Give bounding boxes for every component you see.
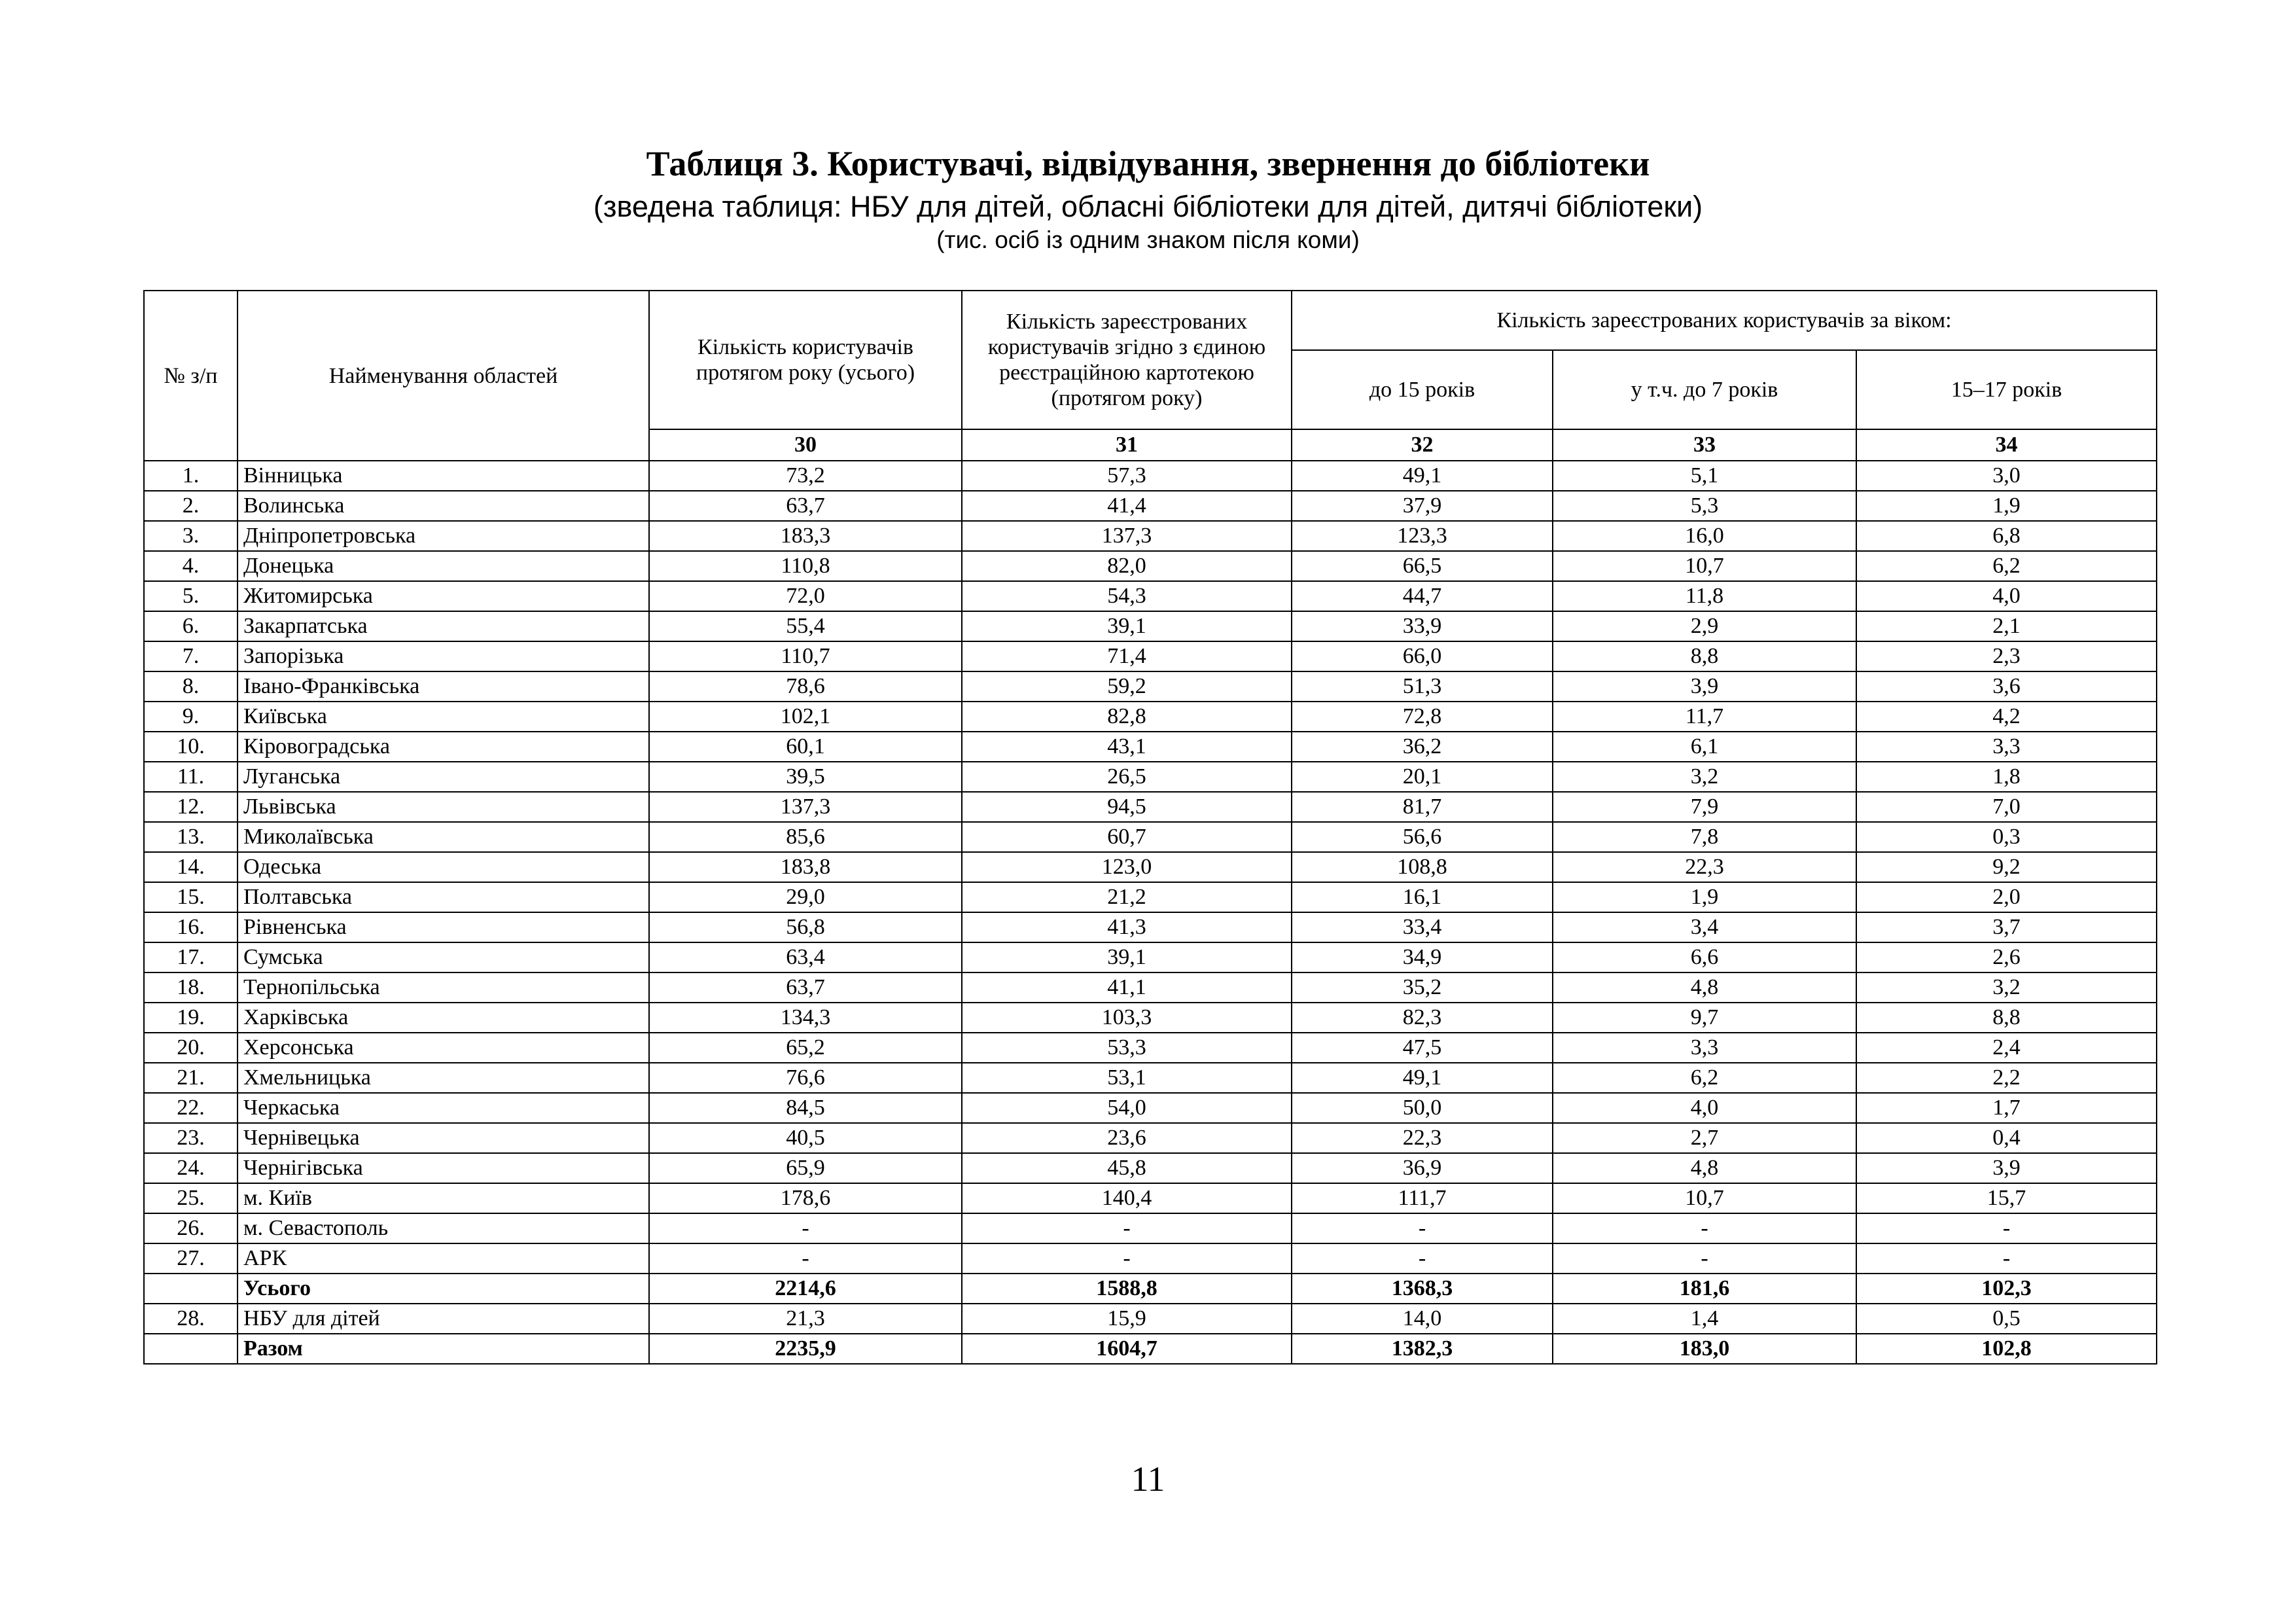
units-note: (тис. осіб із одним знаком після коми) bbox=[936, 226, 1360, 253]
region-name: Житомирська bbox=[238, 581, 649, 611]
row-number: 17. bbox=[144, 942, 238, 972]
value-cell: 23,6 bbox=[962, 1123, 1292, 1153]
region-name: АРК bbox=[238, 1243, 649, 1274]
row-number: 20. bbox=[144, 1033, 238, 1063]
region-name: Чернівецька bbox=[238, 1123, 649, 1153]
value-cell: 41,3 bbox=[962, 912, 1292, 942]
value-cell: - bbox=[962, 1243, 1292, 1274]
value-cell: 44,7 bbox=[1292, 581, 1553, 611]
value-cell: 66,0 bbox=[1292, 641, 1553, 671]
region-name: Івано-Франківська bbox=[238, 671, 649, 702]
value-cell: 4,2 bbox=[1856, 702, 2157, 732]
value-cell: 140,4 bbox=[962, 1183, 1292, 1213]
value-cell: 178,6 bbox=[649, 1183, 962, 1213]
row-number: 24. bbox=[144, 1153, 238, 1183]
value-cell: 33,9 bbox=[1292, 611, 1553, 641]
value-cell: 39,1 bbox=[962, 942, 1292, 972]
region-name: Одеська bbox=[238, 852, 649, 882]
value-cell: 63,4 bbox=[649, 942, 962, 972]
value-cell: 63,7 bbox=[649, 491, 962, 521]
row-number: 23. bbox=[144, 1123, 238, 1153]
header-c34: 15–17 років bbox=[1856, 350, 2157, 429]
row-number: 22. bbox=[144, 1093, 238, 1123]
table-row bbox=[144, 1304, 2157, 1334]
region-name: м. Київ bbox=[238, 1183, 649, 1213]
value-cell: 11,8 bbox=[1553, 581, 1856, 611]
column-number: 31 bbox=[962, 429, 1292, 461]
value-cell: 6,1 bbox=[1553, 732, 1856, 762]
page-subtitle: (зведена таблиця: НБУ для дітей, обласні бібліотеки для дітей, дитячі бібліотеки) bbox=[593, 190, 1703, 223]
table-row bbox=[144, 1123, 2157, 1153]
value-cell: 3,4 bbox=[1553, 912, 1856, 942]
value-cell: 2,1 bbox=[1856, 611, 2157, 641]
value-cell: 34,9 bbox=[1292, 942, 1553, 972]
value-cell: 102,8 bbox=[1856, 1334, 2157, 1364]
region-name: Рівненська bbox=[238, 912, 649, 942]
value-cell: - bbox=[649, 1213, 962, 1243]
column-number: 32 bbox=[1292, 429, 1553, 461]
header-c33: у т.ч. до 7 років bbox=[1553, 350, 1856, 429]
value-cell: 3,2 bbox=[1856, 972, 2157, 1003]
value-cell: 6,6 bbox=[1553, 942, 1856, 972]
value-cell: 49,1 bbox=[1292, 1063, 1553, 1093]
region-name: Харківська bbox=[238, 1003, 649, 1033]
value-cell: 15,9 bbox=[962, 1304, 1292, 1334]
value-cell: 33,4 bbox=[1292, 912, 1553, 942]
value-cell: 11,7 bbox=[1553, 702, 1856, 732]
value-cell: 35,2 bbox=[1292, 972, 1553, 1003]
value-cell: 41,1 bbox=[962, 972, 1292, 1003]
header-c31: Кількість зареєстрованих користувачів згідно з єдиною реєстраційною картотекою (протягом року) bbox=[962, 291, 1292, 429]
row-number: 6. bbox=[144, 611, 238, 641]
value-cell: 3,7 bbox=[1856, 912, 2157, 942]
table-row bbox=[144, 641, 2157, 671]
value-cell: 134,3 bbox=[649, 1003, 962, 1033]
value-cell: 1,7 bbox=[1856, 1093, 2157, 1123]
row-number: 12. bbox=[144, 792, 238, 822]
value-cell: 2,0 bbox=[1856, 882, 2157, 912]
value-cell: 1368,3 bbox=[1292, 1274, 1553, 1304]
region-name: Хмельницька bbox=[238, 1063, 649, 1093]
value-cell: 82,0 bbox=[962, 551, 1292, 581]
value-cell: 123,0 bbox=[962, 852, 1292, 882]
row-number: 13. bbox=[144, 822, 238, 852]
table-row bbox=[144, 972, 2157, 1003]
value-cell: 60,7 bbox=[962, 822, 1292, 852]
value-cell: - bbox=[1553, 1243, 1856, 1274]
value-cell: 16,0 bbox=[1553, 521, 1856, 551]
value-cell: 9,2 bbox=[1856, 852, 2157, 882]
value-cell: 4,8 bbox=[1553, 972, 1856, 1003]
value-cell: 110,7 bbox=[649, 641, 962, 671]
value-cell: 47,5 bbox=[1292, 1033, 1553, 1063]
value-cell: 3,9 bbox=[1553, 671, 1856, 702]
value-cell: 20,1 bbox=[1292, 762, 1553, 792]
region-name: Запорізька bbox=[238, 641, 649, 671]
header-c32: до 15 років bbox=[1292, 350, 1553, 429]
value-cell: 5,3 bbox=[1553, 491, 1856, 521]
table-row bbox=[144, 792, 2157, 822]
value-cell: - bbox=[649, 1243, 962, 1274]
value-cell: 123,3 bbox=[1292, 521, 1553, 551]
table-row bbox=[144, 1213, 2157, 1243]
value-cell: 181,6 bbox=[1553, 1274, 1856, 1304]
table-row bbox=[144, 671, 2157, 702]
value-cell: 2214,6 bbox=[649, 1274, 962, 1304]
value-cell: 102,1 bbox=[649, 702, 962, 732]
value-cell: 137,3 bbox=[649, 792, 962, 822]
table-row bbox=[144, 732, 2157, 762]
value-cell: 8,8 bbox=[1856, 1003, 2157, 1033]
value-cell: 71,4 bbox=[962, 641, 1292, 671]
value-cell: 9,7 bbox=[1553, 1003, 1856, 1033]
data-table bbox=[143, 290, 2157, 1364]
value-cell: 81,7 bbox=[1292, 792, 1553, 822]
value-cell: 15,7 bbox=[1856, 1183, 2157, 1213]
region-name: Луганська bbox=[238, 762, 649, 792]
value-cell: 7,8 bbox=[1553, 822, 1856, 852]
table-row bbox=[144, 461, 2157, 491]
value-cell: - bbox=[1856, 1243, 2157, 1274]
value-cell: 110,8 bbox=[649, 551, 962, 581]
row-number: 3. bbox=[144, 521, 238, 551]
row-number: 7. bbox=[144, 641, 238, 671]
value-cell: 57,3 bbox=[962, 461, 1292, 491]
value-cell: 1,9 bbox=[1553, 882, 1856, 912]
region-name: м. Севастополь bbox=[238, 1213, 649, 1243]
value-cell: 39,1 bbox=[962, 611, 1292, 641]
region-name: Тернопільська bbox=[238, 972, 649, 1003]
value-cell: 65,2 bbox=[649, 1033, 962, 1063]
header-c30: Кількість користувачів протягом року (усього) bbox=[649, 291, 962, 429]
table-row bbox=[144, 852, 2157, 882]
table-row bbox=[144, 521, 2157, 551]
row-number: 21. bbox=[144, 1063, 238, 1093]
value-cell: 10,7 bbox=[1553, 1183, 1856, 1213]
row-number: 1. bbox=[144, 461, 238, 491]
value-cell: 1588,8 bbox=[962, 1274, 1292, 1304]
value-cell: 2235,9 bbox=[649, 1334, 962, 1364]
value-cell: 5,1 bbox=[1553, 461, 1856, 491]
value-cell: 53,3 bbox=[962, 1033, 1292, 1063]
value-cell: 2,4 bbox=[1856, 1033, 2157, 1063]
value-cell: 0,4 bbox=[1856, 1123, 2157, 1153]
value-cell: 82,8 bbox=[962, 702, 1292, 732]
value-cell: 7,9 bbox=[1553, 792, 1856, 822]
row-number: 19. bbox=[144, 1003, 238, 1033]
table-row bbox=[144, 491, 2157, 521]
row-number: 27. bbox=[144, 1243, 238, 1274]
value-cell: 50,0 bbox=[1292, 1093, 1553, 1123]
value-cell: 10,7 bbox=[1553, 551, 1856, 581]
value-cell: 53,1 bbox=[962, 1063, 1292, 1093]
row-number: 28. bbox=[144, 1304, 238, 1334]
row-number: 10. bbox=[144, 732, 238, 762]
table-row bbox=[144, 581, 2157, 611]
value-cell: 49,1 bbox=[1292, 461, 1553, 491]
value-cell: 3,9 bbox=[1856, 1153, 2157, 1183]
value-cell: 94,5 bbox=[962, 792, 1292, 822]
value-cell: 22,3 bbox=[1553, 852, 1856, 882]
value-cell: 111,7 bbox=[1292, 1183, 1553, 1213]
table-row bbox=[144, 702, 2157, 732]
row-number: 4. bbox=[144, 551, 238, 581]
value-cell: 55,4 bbox=[649, 611, 962, 641]
value-cell: - bbox=[1856, 1213, 2157, 1243]
value-cell: 51,3 bbox=[1292, 671, 1553, 702]
table-row bbox=[144, 1183, 2157, 1213]
value-cell: 82,3 bbox=[1292, 1003, 1553, 1033]
value-cell: 16,1 bbox=[1292, 882, 1553, 912]
column-number: 33 bbox=[1553, 429, 1856, 461]
value-cell: 63,7 bbox=[649, 972, 962, 1003]
row-number: 5. bbox=[144, 581, 238, 611]
value-cell: 1,4 bbox=[1553, 1304, 1856, 1334]
value-cell: 6,2 bbox=[1856, 551, 2157, 581]
value-cell: 40,5 bbox=[649, 1123, 962, 1153]
value-cell: 4,0 bbox=[1553, 1093, 1856, 1123]
row-number: 9. bbox=[144, 702, 238, 732]
value-cell: 65,9 bbox=[649, 1153, 962, 1183]
value-cell: 1,8 bbox=[1856, 762, 2157, 792]
row-number: 18. bbox=[144, 972, 238, 1003]
value-cell: 2,9 bbox=[1553, 611, 1856, 641]
region-name: Закарпатська bbox=[238, 611, 649, 641]
value-cell: - bbox=[962, 1213, 1292, 1243]
value-cell: 183,8 bbox=[649, 852, 962, 882]
region-name: Вінницька bbox=[238, 461, 649, 491]
value-cell: 43,1 bbox=[962, 732, 1292, 762]
value-cell: 73,2 bbox=[649, 461, 962, 491]
table-row bbox=[144, 822, 2157, 852]
table-row bbox=[144, 942, 2157, 972]
value-cell: 2,2 bbox=[1856, 1063, 2157, 1093]
region-name: Полтавська bbox=[238, 882, 649, 912]
value-cell: 85,6 bbox=[649, 822, 962, 852]
value-cell: 72,0 bbox=[649, 581, 962, 611]
value-cell: 137,3 bbox=[962, 521, 1292, 551]
region-name: Чернігівська bbox=[238, 1153, 649, 1183]
table-row bbox=[144, 762, 2157, 792]
value-cell: 84,5 bbox=[649, 1093, 962, 1123]
row-number: 2. bbox=[144, 491, 238, 521]
value-cell: 36,9 bbox=[1292, 1153, 1553, 1183]
value-cell: 21,2 bbox=[962, 882, 1292, 912]
value-cell: 0,3 bbox=[1856, 822, 2157, 852]
value-cell: 2,7 bbox=[1553, 1123, 1856, 1153]
value-cell: 39,5 bbox=[649, 762, 962, 792]
value-cell: 3,3 bbox=[1856, 732, 2157, 762]
column-number: 30 bbox=[649, 429, 962, 461]
value-cell: 1604,7 bbox=[962, 1334, 1292, 1364]
value-cell: - bbox=[1292, 1243, 1553, 1274]
row-number: 8. bbox=[144, 671, 238, 702]
value-cell: - bbox=[1553, 1213, 1856, 1243]
header-name: Найменування областей bbox=[238, 291, 649, 461]
table-row bbox=[144, 551, 2157, 581]
value-cell: 1382,3 bbox=[1292, 1334, 1553, 1364]
table-row bbox=[144, 912, 2157, 942]
row-number bbox=[144, 1334, 238, 1364]
page-title: Таблиця 3. Користувачі, відвідування, звернення до бібліотеки bbox=[646, 144, 1650, 183]
row-number: 14. bbox=[144, 852, 238, 882]
row-number: 16. bbox=[144, 912, 238, 942]
region-name: Сумська bbox=[238, 942, 649, 972]
table-row bbox=[144, 611, 2157, 641]
value-cell: 8,8 bbox=[1553, 641, 1856, 671]
table-row bbox=[144, 882, 2157, 912]
row-number: 15. bbox=[144, 882, 238, 912]
value-cell: 3,3 bbox=[1553, 1033, 1856, 1063]
page-number: 11 bbox=[1131, 1459, 1165, 1499]
value-cell: 102,3 bbox=[1856, 1274, 2157, 1304]
value-cell: 2,3 bbox=[1856, 641, 2157, 671]
value-cell: 22,3 bbox=[1292, 1123, 1553, 1153]
value-cell: 6,8 bbox=[1856, 521, 2157, 551]
value-cell: 60,1 bbox=[649, 732, 962, 762]
row-number: 25. bbox=[144, 1183, 238, 1213]
table-body bbox=[144, 461, 2157, 1364]
header-age-group: Кількість зареєстрованих користувачів за віком: bbox=[1292, 291, 2157, 350]
table-row bbox=[144, 1003, 2157, 1033]
region-name: Разом bbox=[238, 1334, 649, 1364]
value-cell: 7,0 bbox=[1856, 792, 2157, 822]
table-row bbox=[144, 1033, 2157, 1063]
region-name: Усього bbox=[238, 1274, 649, 1304]
value-cell: 56,6 bbox=[1292, 822, 1553, 852]
row-number bbox=[144, 1274, 238, 1304]
region-name: Миколаївська bbox=[238, 822, 649, 852]
value-cell: 54,3 bbox=[962, 581, 1292, 611]
row-number: 26. bbox=[144, 1213, 238, 1243]
value-cell: 0,5 bbox=[1856, 1304, 2157, 1334]
value-cell: 4,0 bbox=[1856, 581, 2157, 611]
value-cell: 59,2 bbox=[962, 671, 1292, 702]
value-cell: 54,0 bbox=[962, 1093, 1292, 1123]
table-row bbox=[144, 1063, 2157, 1093]
value-cell: 36,2 bbox=[1292, 732, 1553, 762]
value-cell: 37,9 bbox=[1292, 491, 1553, 521]
value-cell: 183,3 bbox=[649, 521, 962, 551]
value-cell: - bbox=[1292, 1213, 1553, 1243]
value-cell: 21,3 bbox=[649, 1304, 962, 1334]
value-cell: 3,0 bbox=[1856, 461, 2157, 491]
value-cell: 6,2 bbox=[1553, 1063, 1856, 1093]
region-name: Донецька bbox=[238, 551, 649, 581]
value-cell: 4,8 bbox=[1553, 1153, 1856, 1183]
row-number: 11. bbox=[144, 762, 238, 792]
region-name: Херсонська bbox=[238, 1033, 649, 1063]
region-name: Львівська bbox=[238, 792, 649, 822]
table-row bbox=[144, 1334, 2157, 1364]
value-cell: 78,6 bbox=[649, 671, 962, 702]
region-name: Дніпропетровська bbox=[238, 521, 649, 551]
value-cell: 3,6 bbox=[1856, 671, 2157, 702]
value-cell: 29,0 bbox=[649, 882, 962, 912]
column-number: 34 bbox=[1856, 429, 2157, 461]
value-cell: 56,8 bbox=[649, 912, 962, 942]
value-cell: 183,0 bbox=[1553, 1334, 1856, 1364]
value-cell: 76,6 bbox=[649, 1063, 962, 1093]
table-row bbox=[144, 1274, 2157, 1304]
value-cell: 3,2 bbox=[1553, 762, 1856, 792]
region-name: Київська bbox=[238, 702, 649, 732]
value-cell: 103,3 bbox=[962, 1003, 1292, 1033]
region-name: Кіровоградська bbox=[238, 732, 649, 762]
table-row bbox=[144, 1153, 2157, 1183]
region-name: Черкаська bbox=[238, 1093, 649, 1123]
value-cell: 26,5 bbox=[962, 762, 1292, 792]
value-cell: 72,8 bbox=[1292, 702, 1553, 732]
header-no: № з/п bbox=[144, 291, 238, 461]
region-name: Волинська bbox=[238, 491, 649, 521]
table-row bbox=[144, 1243, 2157, 1274]
value-cell: 45,8 bbox=[962, 1153, 1292, 1183]
region-name: НБУ для дітей bbox=[238, 1304, 649, 1334]
table-row bbox=[144, 1093, 2157, 1123]
value-cell: 1,9 bbox=[1856, 491, 2157, 521]
value-cell: 66,5 bbox=[1292, 551, 1553, 581]
value-cell: 14,0 bbox=[1292, 1304, 1553, 1334]
value-cell: 2,6 bbox=[1856, 942, 2157, 972]
value-cell: 41,4 bbox=[962, 491, 1292, 521]
value-cell: 108,8 bbox=[1292, 852, 1553, 882]
